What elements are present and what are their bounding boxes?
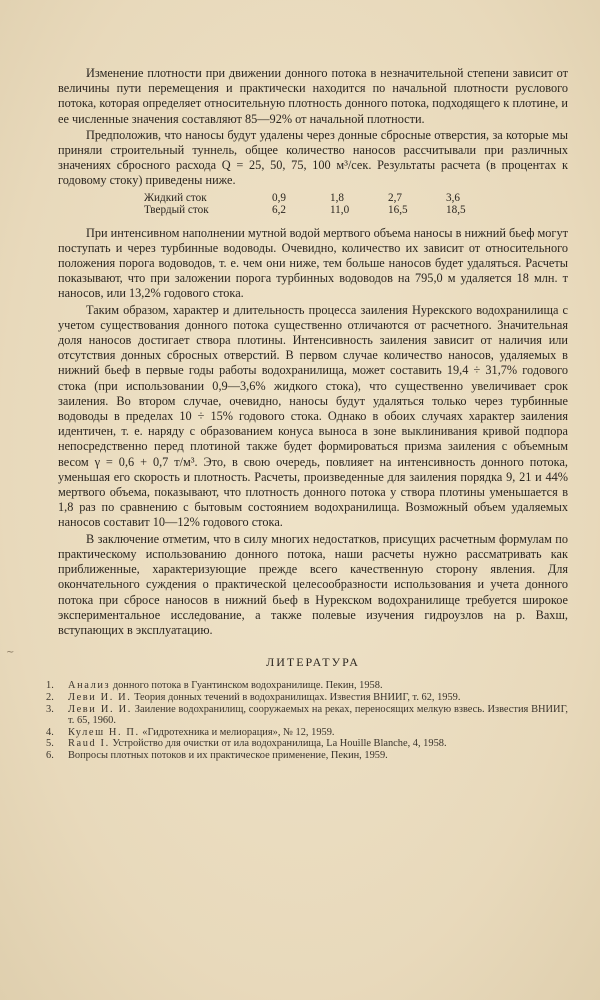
table-cell: 6,2 <box>272 204 286 217</box>
reference-number: 1. <box>46 680 54 692</box>
reference-text: донного потока в Гуантинском водохранилище. Пекин, 1958. <box>112 680 383 692</box>
literature-heading: ЛИТЕРАТУРА <box>266 655 360 670</box>
reference-number: 2. <box>46 691 54 703</box>
paragraph-3: При интенсивном наполнении мутной водой мертвого объема наносы в нижний бьеф могут поступать и через турбинные водоводы. Очевидно, количество их зависит от относительного положения порога водоводов, т. е. чем они ниже, тем больше наносов будет удаляться. Расчеты показывают, что при заложении порога турбинных водоводов на 795,0 м удаляется 18 млн. т наносов, или 13,2% годового стока. <box>58 225 568 301</box>
row-label: Твердый сток <box>144 204 209 217</box>
reference-text: Теория донных течений в водохранилищах. Известия ВНИИГ, т. 62, 1959. <box>134 691 461 703</box>
reference-text: Вопросы плотных потоков и их практическое применение, Пекин, 1959. <box>68 749 388 761</box>
paragraph-5: В заключение отметим, что в силу многих недостатков, присущих расчетным формулам по практическому использованию донного потока, наши расчеты нужно рассматривать как приближенные, характеризующие прежде всего качественную сторону явления. Для окончательного суждения о практической целесообразности использования и учета донного потока при сбросе наносов в нижний бьеф в Нурекском водохранилище требуется широкое экспериментальное исследование, а также полевые изучения гидроузлов на р. Вахш, вступающих в эксплуатацию. <box>58 531 568 637</box>
reference-author: Кулеш Н. П. <box>68 726 140 738</box>
reference-item <box>46 750 568 762</box>
table-cell: 16,5 <box>388 204 408 217</box>
article-body <box>46 66 568 761</box>
table-cell: 1,8 <box>330 191 344 204</box>
reference-text: «Гидротехника и мелиорация», № 12, 1959. <box>142 726 335 738</box>
reference-item <box>46 738 568 750</box>
reference-author: Анализ <box>68 680 111 692</box>
table-row-liquid-runoff <box>144 192 504 205</box>
reference-number: 6. <box>46 749 54 761</box>
reference-list <box>46 680 568 761</box>
runoff-table <box>144 192 504 217</box>
paragraph-4: Таким образом, характер и длительность процесса заиления Нурекского водохранилища с учетом существования донного потока существенно отличаются от расчетного. Значительная доля наносов достигает створа плотины. Интенсивность заиления зависит от наличия или отсутствия донных сбросных отверстий. В первом случае количество наносов, удаляемых в нижний бьеф в первые годы работы водохранилища, может составить 19,4 ÷ 31,7% годового стока (при использовании 0,9—3,6% жидкого стока), что существенно увеличивает срок заиления. Во втором случае, очевидно, наносы будут удаляться только через турбинные водоводы в пределах 10 ÷ 15% годового стока. Однако в обоих случаях характер заиления идентичен, т. е. наряду с образованием конуса выноса в зоне выклинивания кривой подпора непосредственно перед плотиной также будет формироваться призма заиления с объемным весом γ = 0,6 + 0,7 т/м³. Это, в свою очередь, повлияет на интенсивность донного потока, уменьшая его скорость и плотность. Расчеты, произведенные для заиления порядка 9, 21 и 44% мертвого объема, показывают, что плотность донного потока у створа плотины уменьшается в 1,8 раз по сравнению с бытовым состоянием водохранилища. Возможный объем удаляемых наносов составит 10—12% годового стока. <box>58 302 568 530</box>
table-cell: 18,5 <box>446 204 466 217</box>
reference-author: Леви И. И. <box>68 703 132 715</box>
reference-number: 4. <box>46 726 54 738</box>
reference-text: Заиление водохранилищ, сооружаемых на реках, переносящих мелкую взвесь. Известия ВНИИГ, т. 65, 1960. <box>68 703 568 727</box>
paragraph-2: Предположив, что наносы будут удалены через донные сбросные отверстия, за которые мы приняли строительный туннель, общее количество наносов рассчитывали при различных значениях сбросного расхода Q = 25, 50, 75, 100 м³/сек. Результаты расчета (в процентах к годовому стоку) приведены ниже. <box>58 127 568 188</box>
reference-item <box>46 692 568 704</box>
table-cell: 11,0 <box>330 204 350 217</box>
margin-tick-mark: ∼ <box>6 647 15 658</box>
paragraph-1: Изменение плотности при движении донного потока в незначительной степени зависит от величины пути перемещения и практически находится по начальной плотности руслового потока, которая определяет относительную плотность донного потока, подходящего к плотине, и ее численные значения составляют 85—92% от начальной плотности. <box>58 66 568 126</box>
table-cell: 3,6 <box>446 191 460 204</box>
table-row-solid-runoff <box>144 204 504 217</box>
reference-author: Леви И. И. <box>68 691 132 703</box>
reference-author: Raud I. <box>68 738 110 750</box>
reference-text: Устройство для очистки от ила водохранилища, La Houille Blanche, 4, 1958. <box>112 738 447 750</box>
reference-item <box>46 704 568 727</box>
reference-number: 5. <box>46 738 54 750</box>
row-label: Жидкий сток <box>144 191 207 204</box>
table-cell: 0,9 <box>272 191 286 204</box>
table-cell: 2,7 <box>388 191 402 204</box>
reference-item <box>46 680 568 692</box>
reference-number: 3. <box>46 703 54 715</box>
reference-item <box>46 727 568 739</box>
